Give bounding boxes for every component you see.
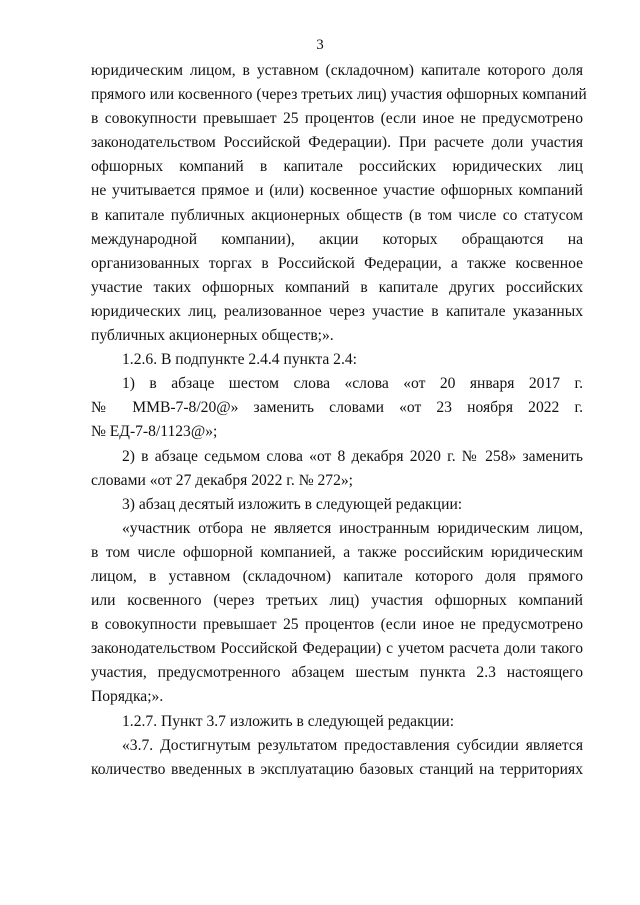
text-line: «3.7. Достигнутым результатом предоставления субсидии является: [122, 736, 583, 754]
text-line: в капитале публичных акционерных обществ (в том числе со статусом: [91, 206, 583, 224]
text-line: 2) в абзаце седьмом слова «от 8 декабря 2020 г. № 258» заменить: [122, 447, 583, 465]
text-line: международной компании), акции которых обращаются на: [91, 230, 583, 248]
text-line: прямого или косвенного (через третьих лиц) участия офшорных компаний: [91, 86, 587, 104]
text-line: законодательством Российской Федерации) с учетом расчета доли такого: [91, 640, 583, 658]
text-line: 3) абзац десятый изложить в следующей редакции:: [122, 495, 463, 513]
text-line: 1.2.6. В подпункте 2.4.4 пункта 2.4:: [122, 351, 357, 369]
text-line: № ММВ-7-8/20@» заменить словами «от 23 ноября 2022 г.: [91, 399, 583, 417]
text-line: в совокупности превышает 25 процентов (если иное не предусмотрено: [91, 616, 583, 634]
text-line: в том числе офшорной компанией, а также российским юридическим: [91, 543, 583, 561]
text-line: офшорных компаний в капитале российских юридических лиц: [91, 158, 583, 176]
document-body: [91, 59, 587, 782]
text-line: законодательством Российской Федерации). При расчете доли участия: [91, 134, 583, 152]
text-line: юридическим лицом, в уставном (складочном) капитале которого доля: [91, 62, 583, 79]
text-line: или косвенного (через третьих лиц) участия офшорных компаний: [91, 592, 583, 610]
text-line: Порядка;».: [91, 688, 164, 706]
text-line: количество введенных в эксплуатацию базовых станций на территориях: [91, 760, 583, 778]
text-line: 1.2.7. Пункт 3.7 изложить в следующей редакции:: [122, 712, 455, 730]
text-line: в совокупности превышает 25 процентов (если иное не предусмотрено: [91, 110, 583, 128]
text-line: организованных торгах в Российской Федерации, а также косвенное: [91, 254, 583, 272]
text-line: не учитывается прямое и (или) косвенное участие офшорных компаний: [91, 182, 583, 200]
text-line: словами «от 27 декабря 2022 г. № 272»;: [91, 471, 354, 489]
text-line: лицом, в уставном (складочном) капитале которого доля прямого: [91, 567, 583, 585]
text-line: № ЕД-7-8/1123@»;: [91, 423, 218, 441]
page-number: 3: [316, 37, 324, 53]
text-line: публичных акционерных обществ;».: [91, 327, 334, 345]
text-line: 1) в абзаце шестом слова «слова «от 20 января 2017 г.: [122, 375, 583, 393]
text-line: участие таких офшорных компаний в капитале других российских: [91, 278, 583, 296]
text-line: юридических лиц, реализованное через участие в капитале указанных: [91, 302, 583, 320]
text-line: участия, предусмотренного абзацем шестым пункта 2.3 настоящего: [91, 664, 583, 682]
text-line: «участник отбора не является иностранным юридическим лицом,: [122, 519, 583, 537]
